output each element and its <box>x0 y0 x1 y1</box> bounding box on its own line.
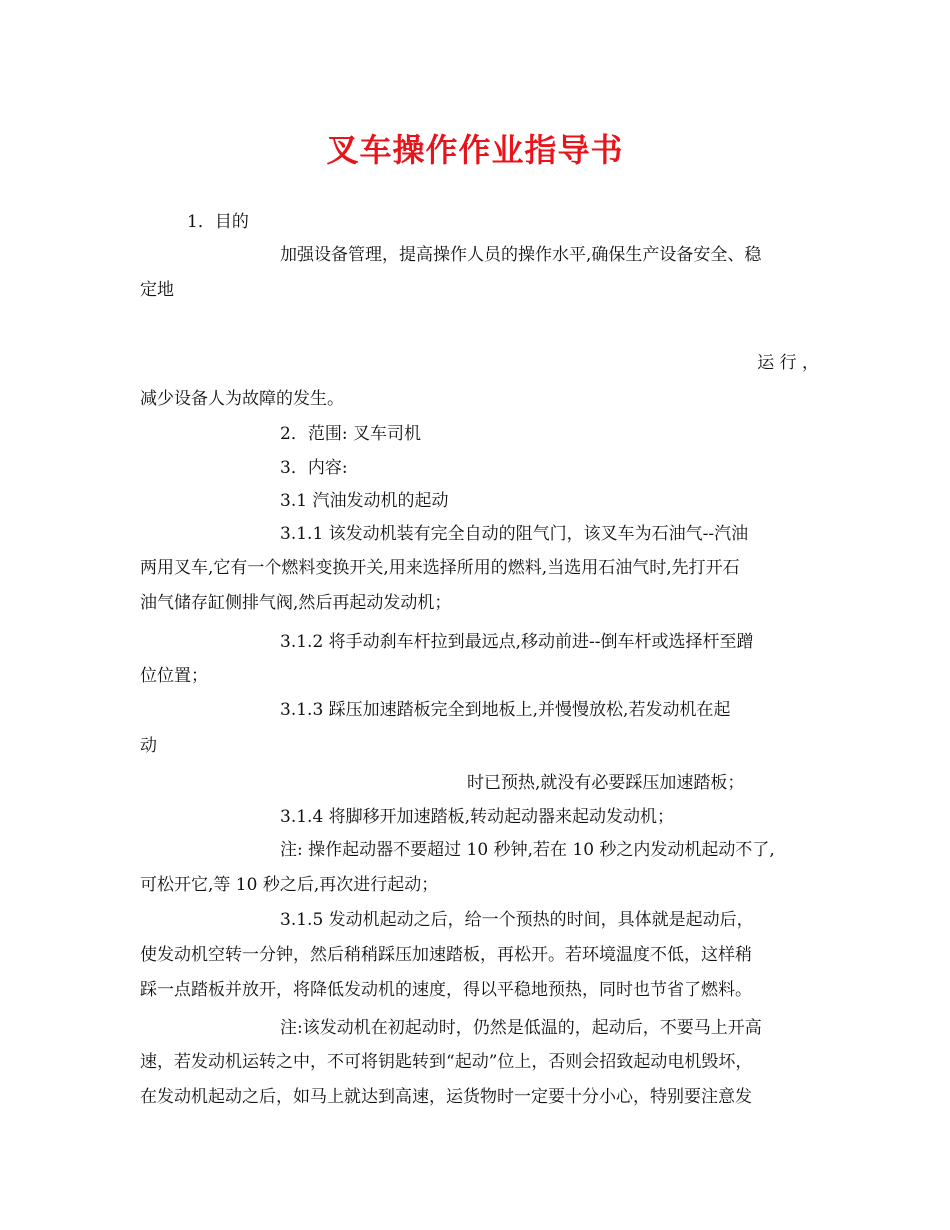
text-line: 在发动机起动之后，如马上就达到高速，运货物时一定要十分小心，特别要注意发 <box>140 1087 752 1107</box>
text-line: 3.1.1 该发动机装有完全自动的阻气门，该叉车为石油气--汽油 <box>280 524 749 544</box>
text-line: 2．范围: 叉车司机 <box>280 424 421 444</box>
text-line: 3.1.3 踩压加速踏板完全到地板上,并慢慢放松,若发动机在起 <box>280 700 731 720</box>
text-line: 3.1.5 发动机起动之后，给一个预热的时间，具体就是起动后， <box>280 910 754 930</box>
text-line: 使发动机空转一分钟，然后稍稍踩压加速踏板，再松开。若环境温度不低，这样稍 <box>140 945 752 965</box>
text-line: 1．目的 <box>187 212 249 232</box>
text-line: 运 行 ， <box>757 353 819 373</box>
text-line: 踩一点踏板并放开，将降低发动机的速度，得以平稳地预热，同时也节省了燃料。 <box>140 980 752 1000</box>
text-line: 3.1.2 将手动刹车杆拉到最远点,移动前进--倒车杆或选择杆至蹭 <box>280 632 754 652</box>
text-line: 3．内容: <box>280 458 348 478</box>
text-line: 动 <box>140 736 157 756</box>
text-line: 3.1 汽油发动机的起动 <box>280 491 449 511</box>
text-line: 加强设备管理，提高操作人员的操作水平,确保生产设备安全、稳 <box>280 245 762 265</box>
text-line: 可松开它,等 10 秒之后,再次进行起动； <box>140 875 439 895</box>
text-line: 减少设备人为故障的发生。 <box>140 389 344 409</box>
text-line: 位位置； <box>140 666 208 686</box>
document-title: 叉车操作作业指导书 <box>326 131 624 169</box>
text-line: 油气储存缸侧排气阀,然后再起动发动机； <box>140 593 452 613</box>
text-line: 速，若发动机运转之中，不可将钥匙转到“起动”位上，否则会招致起动电机毁坏， <box>140 1052 753 1072</box>
text-line: 两用叉车,它有一个燃料变换开关,用来选择所用的燃料,当选用石油气时,先打开石 <box>140 558 740 578</box>
text-line: 时已预热,就没有必要踩压加速踏板； <box>467 773 745 793</box>
text-line: 注:该发动机在初起动时，仍然是低温的，起动后，不要马上开高 <box>280 1018 762 1038</box>
text-line: 注: 操作起动器不要超过 10 秒钟,若在 10 秒之内发动机起动不了, <box>280 840 775 860</box>
text-line: 定地 <box>140 280 174 300</box>
text-line: 3.1.4 将脚移开加速踏板,转动起动器来起动发动机； <box>280 807 675 827</box>
